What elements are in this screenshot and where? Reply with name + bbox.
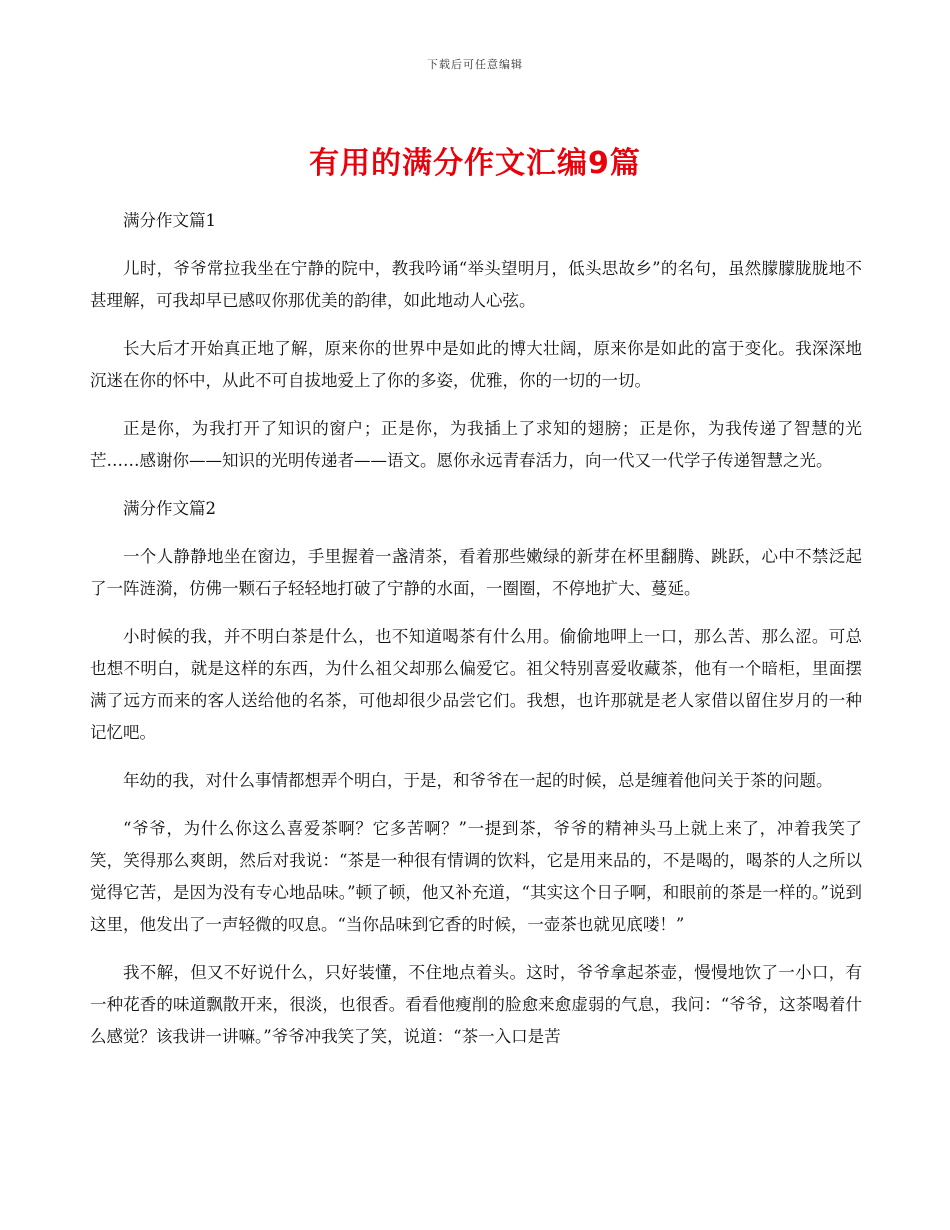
paragraph-2: 长大后才开始真正地了解，原来你的世界中是如此的博大壮阔，原来你是如此的富于变化。我深深地沉迷在你的怀中，从此不可自拔地爱上了你的多姿，优雅，你的一切的一切。 <box>90 339 862 390</box>
paragraph-8: 我不解，但又不好说什么，只好装懂，不住地点着头。这时，爷爷拿起茶壶，慢慢地饮了一小口，有一种花香的味道飘散开来，很淡，也很香。看看他瘦削的脸愈来愈虚弱的气息，我问：“爷爷，这茶喝着什么感觉？该我讲一讲嘛。”爷爷冲我笑了笑，说道：“茶一入口是苦 <box>90 963 862 1046</box>
section-heading-2: 满分作文篇2 <box>123 499 216 518</box>
paragraph-7: “爷爷，为什么你这么喜爱茶啊？它多苦啊？”一提到茶，爷爷的精神头马上就上来了，冲着我笑了笑，笑得那么爽朗，然后对我说：“茶是一种很有情调的饮料，它是用来品的，不是喝的，喝茶的人之所以觉得它苦，是因为没有专心地品味。”顿了顿，他又补充道，“其实这个日子啊，和眼前的茶是一样的。”说到这里，他发出了一声轻微的叹息。“当你品味到它香的时候，一壶茶也就见底喽！” <box>90 819 862 934</box>
paragraph-3: 正是你，为我打开了知识的窗户；正是你，为我插上了求知的翅膀；正是你，为我传递了智慧的光芒……感谢你——知识的光明传递者——语文。愿你永远青春活力，向一代又一代学子传递智慧之光。 <box>90 419 862 470</box>
paragraph-5: 小时候的我，并不明白茶是什么，也不知道喝茶有什么用。偷偷地呷上一口，那么苦、那么涩。可总也想不明白，就是这样的东西，为什么祖父却那么偏爱它。祖父特别喜爱收藏茶，他有一个暗柜，里面摆满了远方而来的客人送给他的名茶，可他却很少品尝它们。我想，也许那就是老人家借以留住岁月的一种记忆吧。 <box>90 627 862 742</box>
document-title: 有用的满分作文汇编9篇 <box>309 146 641 181</box>
paragraph-6: 年幼的我，对什么事情都想弄个明白，于是，和爷爷在一起的时候，总是缠着他问关于茶的问题。 <box>123 771 833 790</box>
paragraph-1: 儿时，爷爷常拉我坐在宁静的院中，教我吟诵“举头望明月，低头思故乡”的名句，虽然朦朦胧胧地不甚理解，可我却早已感叹你那优美的韵律，如此地动人心弦。 <box>90 259 862 310</box>
paragraph-4: 一个人静静地坐在窗边，手里握着一盏清茶，看着那些嫩绿的新芽在杯里翻腾、跳跃，心中不禁泛起了一阵涟漪，仿佛一颗石子轻轻地打破了宁静的水面，一圈圈，不停地扩大、蔓延。 <box>90 547 862 598</box>
document-body <box>90 205 862 1069</box>
section-heading-1: 满分作文篇1 <box>123 211 216 230</box>
page-header-note: 下载后可任意编辑 <box>427 58 523 71</box>
